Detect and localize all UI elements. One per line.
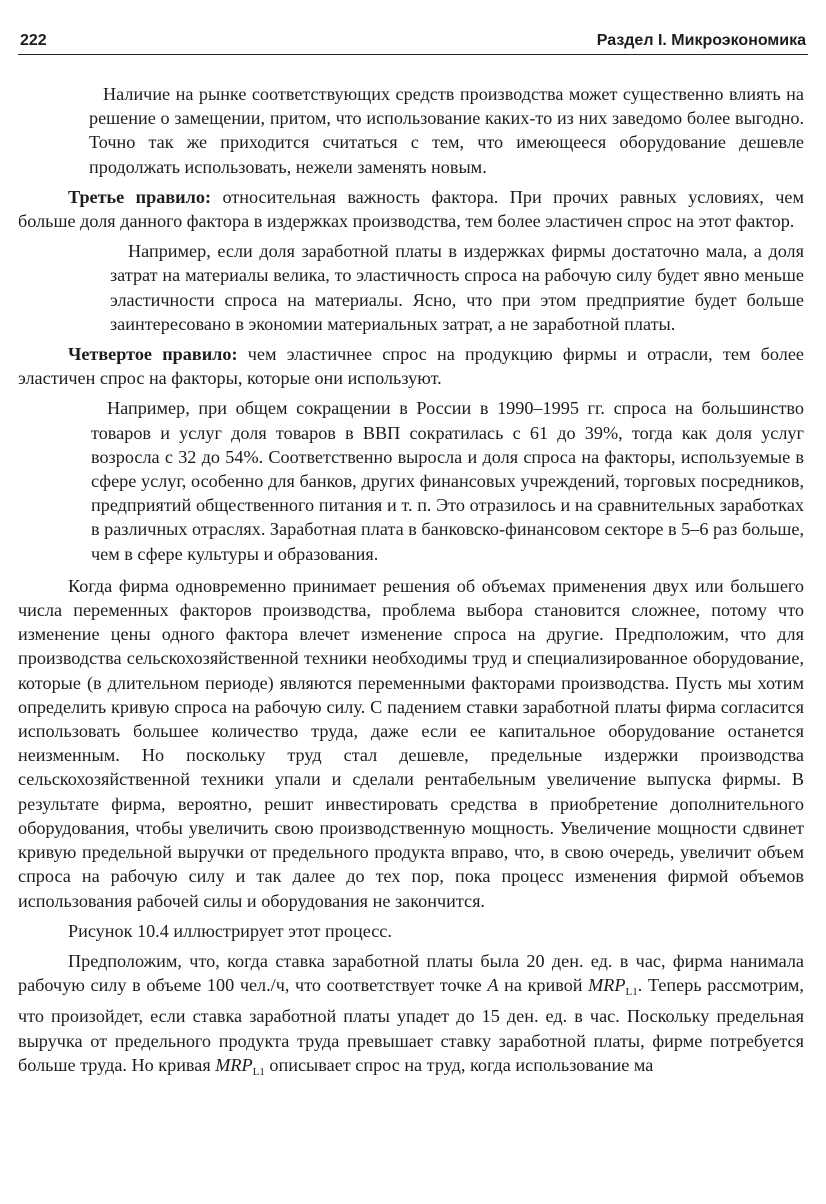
page-body (18, 82, 804, 1084)
mrp-subscript: L1 (252, 1065, 265, 1078)
body-paragraph-wage-fall (18, 949, 804, 1084)
rule-four-paragraph (18, 342, 804, 390)
example-paragraph-russia: Например, при общем сокращении в России в 1990–1995 гг. спроса на большинство товаров и услуг доля товаров в ВВП сократилась с 61 до 39%, тогда как доля услуг возросла с 32 до 54%. Соответственно выросла и доля спроса на факторы, используемые в сфере услуг, особенно для банков, других финансовых учреждений, торговых посредников, предприятий общественного питания и т. п. Это отразилось и на сравнительных заработках в различных отраслях. Заработная плата в банковско-финансовом секторе в 5–6 раз больше, чем в сфере культуры и образования. (91, 398, 804, 564)
body-paragraph-figure-ref: Рисунок 10.4 иллюстрирует этот процесс. (68, 920, 392, 941)
wage-fall-text-d: описывает спрос на труд, когда использование ма (264, 1054, 654, 1075)
rule-three-text: относительная важность фактора. При прочих равных условиях, чем больше доля данного фактора в издержках производства, тем более эластичен спрос на этот фактор. (18, 186, 805, 232)
rule-three-paragraph (18, 185, 804, 233)
example-paragraph-substitution: Наличие на рынке соответствующих средств производства может существенно влиять на решение о замещении, притом, что использование каких-то из них заведомо более выгодно. Точно так же приходится считаться с тем, что имеющееся оборудование дешевле продолжать использовать, нежели заменять новым. (89, 84, 804, 177)
mrp-symbol: MRP (215, 1054, 253, 1075)
point-a-label: A (487, 975, 499, 996)
body-paragraph-two-factors: Когда фирма одновременно принимает решения об объемах применения двух или большего числа переменных факторов производства, проблема выбора становится сложнее, потому что изменение цены одного фактора влечет изменение спроса на другие. Предположим, что для производства сельскохозяйственной техники необходимы труд и специализированное оборудование, которые (в длительном периоде) являются переменными факторами производства. Пусть мы хотим определить кривую спроса на рабочую силу. С падением ставки заработной платы фирма согласится использовать большее количество труда, даже если ее капитальное оборудование останется неизменным. Но поскольку труд стал дешевле, предельные издержки производства сельскохозяйственной техники упали и сделали рентабельным увеличение выпуска фирмы. В результате фирма, вероятно, решит инвестировать средства в приобретение дополнительного оборудования, чтобы увеличить свою производственную мощность. Увеличение мощности сдвинет кривую предельной выручки от предельного продукта вправо, что, в свою очередь, увеличит объем спроса на рабочую силу и так далее до тех пор, пока процесс изменения фирмой объемов использования рабочей силы и оборудования не закончится. (18, 575, 804, 911)
rule-three-label: Третье правило: (68, 186, 212, 207)
mrp-subscript: L1 (625, 986, 638, 999)
wage-fall-text-a: Предположим, что, когда ставка заработной платы была 20 ден. ед. в час, фирма нанимала рабочую силу в объеме 100 чел./ч, что соответствует точке (18, 950, 804, 996)
section-title: Раздел I. Микроэкономика (596, 32, 806, 49)
wage-fall-text-c: . Теперь рассмотрим, что произойдет, если ставка заработной платы упадет до 15 ден. ед. в час. Поскольку предельная выручка от предельного продукта труда превышает ставку заработной платы, фирме потребуется больше труда. Но кривая (18, 975, 804, 1075)
rule-four-label: Четвертое правило: (68, 344, 238, 365)
rule-four-text: чем эластичнее спрос на продукцию фирмы и отрасли, тем более эластичен спрос на факторы, которые они используют. (18, 344, 805, 389)
example-paragraph-wage-share: Например, если доля заработной платы в издержках фирмы достаточно мала, а доля затрат на материалы велика, то эластичность спроса на рабочую силу будет явно меньше эластичности спроса на материалы. Ясно, что при этом предприятие будет больше заинтересовано в экономии материальных затрат, а не заработной платы. (110, 241, 804, 334)
page-number: 222 (20, 32, 47, 49)
page-header (18, 30, 808, 55)
mrp-symbol: MRP (588, 975, 626, 996)
wage-fall-text-b: на кривой (498, 975, 589, 996)
